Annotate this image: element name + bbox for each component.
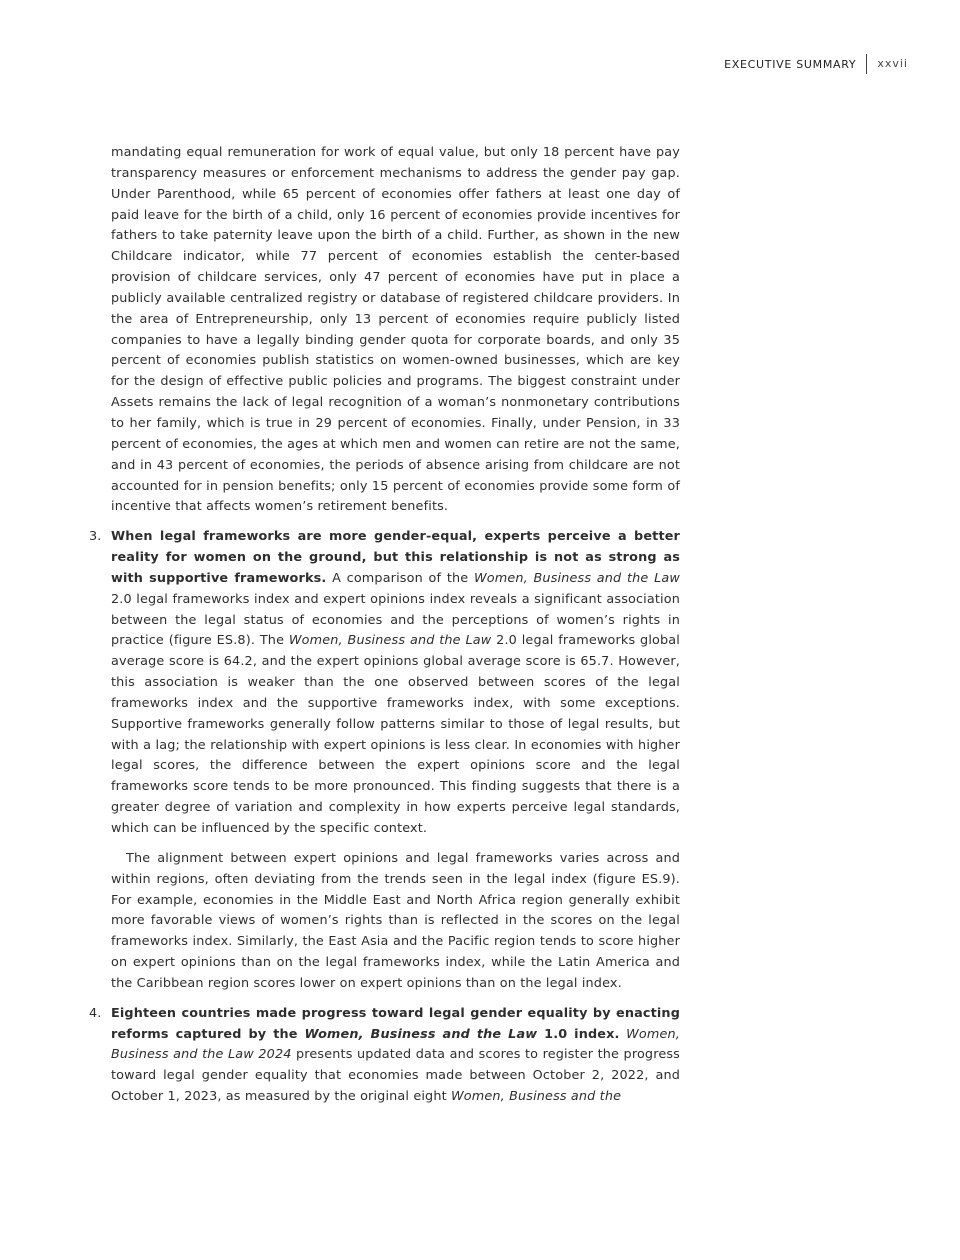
numbered-item-3 [89,527,680,840]
publication-title: Women, Business and the Law [288,633,492,649]
publication-title: Women, Business and the Law [304,1026,538,1042]
item-number: 3. [89,529,102,545]
publication-title: Women, Business and the Law 2024 [111,1026,680,1063]
section-title: EXECUTIVE SUMMARY [724,58,857,71]
paragraph-continuation: mandating equal remuneration for work of equal value, but only 18 percent have pay transparency measures or enforcement mechanisms to address the gender pay gap. Under Parenthood, while 65 percent of economies offer fathers at least one day of paid leave for the birth of a child, only 16 percent of economies provide incentives for fathers to take paternity leave upon the birth of a child. Further, as shown in the new Childcare indicator, while 77 percent of economies establish the center-based provision of childcare services, only 47 percent of economies have put in place a publicly available centralized registry or database of registered childcare providers. In the area of Entrepreneurship, only 13 percent of economies require publicly listed companies to have a legally binding gender quota for corporate boards, and only 35 percent of economies publish statistics on women-owned businesses, which are key for the design of effective public policies and programs. The biggest constraint under Assets remains the lack of legal recognition of a woman’s nonmonetary contributions to her family, which is true in 29 percent of economies. Finally, under Pension, in 33 percent of economies, the ages at which men and women can retire are not the same, and in 43 percent of economies, the periods of absence arising from childcare are not accounted for in pension benefits; only 15 percent of economies provide some form of incentive that affects women’s retirement benefits. [111,145,680,515]
publication-title: Women, Business and the [450,1089,622,1105]
item-number: 4. [89,1005,102,1021]
publication-title: Women, Business and the Law [473,570,680,586]
numbered-item-4 [89,1004,680,1108]
paragraph-alignment: The alignment between expert opinions and legal frameworks varies across and within regions, often deviating from the trends seen in the legal index (figure ES.9). For example, economies in the Middle East and North Africa region generally exhibit more favorable views of women’s rights than is reflected in the scores on the legal frameworks index. Similarly, the East Asia and the Pacific region tends to score higher on expert opinions than on the legal frameworks index, while the Latin America and the Caribbean region scores lower on expert opinions than on the legal index. [111,850,680,991]
item-3-lead: When legal frameworks are more gender-equal, experts perceive a better reality for women on the ground, but this relationship is not as strong as with supportive frameworks. [111,529,680,586]
page-body [89,143,680,1108]
item-4-lead: Eighteen countries made progress toward legal gender equality by enacting reforms captured by the Women, Business and the Law 1.0 index. [111,1005,680,1042]
running-header [724,54,908,74]
page-number: xxvii [877,57,908,70]
item-3-text: When legal frameworks are more gender-equal, experts perceive a better reality for women on the ground, but this relationship is not as strong as with supportive frameworks. A comparison of the Women, Business and the Law 2.0 legal frameworks index and expert opinions index reveals a significant association between the legal status of economies and the perceptions of women’s rights in practice (figure ES.8). The Women, Business and the Law 2.0 legal frameworks global average score is 64.2, and the expert opinions global average score is 65.7. However, this association is weaker than the one observed between scores of the legal frameworks index and the supportive frameworks index, with some exceptions. Supportive frameworks generally follow patterns similar to those of legal results, but with a lag; the relationship with expert opinions is less clear. In economies with higher legal scores, the difference between the expert opinions score and the legal frameworks score tends to be more pronounced. This finding suggests that there is a greater degree of variation and complexity in how experts perceive legal standards, which can be influenced by the specific context. [111,529,680,836]
item-4-text: Eighteen countries made progress toward legal gender equality by enacting reforms captured by the Women, Business and the Law 1.0 index. Women, Business and the Law 2024 presents updated data and scores to register the progress toward legal gender equality that economies made between October 2, 2022, and October 1, 2023, as measured by the original eight Women, Business and the [111,1005,680,1105]
